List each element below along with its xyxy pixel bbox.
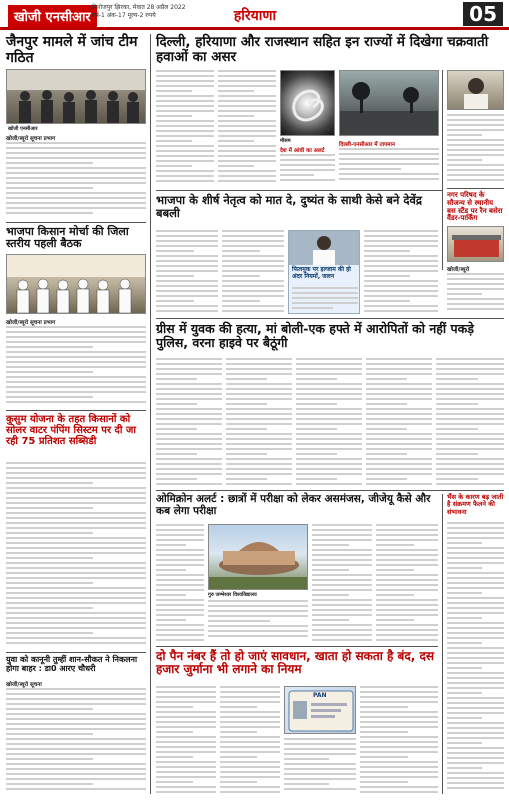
pan-card-photo bbox=[284, 686, 356, 734]
bjp-kisan-headline: भाजपा किसान मोर्चा की जिला स्तरीय पहली बैठक bbox=[6, 225, 129, 251]
page-number: 05 bbox=[463, 2, 503, 26]
stormy-road-image bbox=[340, 71, 439, 136]
bus-stand-byline: खोजी/ब्यूरो bbox=[447, 267, 470, 273]
youth-headline: युवा को कानूनी तुम्हीं शान-सौकत ने निकलना होगा बाहर : डा0 आरए चौधरी bbox=[6, 655, 138, 673]
divider bbox=[156, 490, 504, 491]
buffalo-headline: भैंस के कारण बढ़ जाती है संक्रमण फैलने की संभावना bbox=[447, 493, 504, 516]
pan-body-col4 bbox=[360, 686, 438, 794]
greece-body-col5 bbox=[436, 358, 504, 486]
pan-card-label: PAN bbox=[313, 692, 327, 699]
cyclone-headline: दिल्ली, हरियाणा और राजस्थान सहित इन राज्यों में दिखेगा चक्रवाती हवाओं का असर bbox=[156, 34, 489, 66]
kisan-body-text bbox=[6, 326, 146, 406]
section-title: हरियाणा bbox=[233, 8, 277, 24]
bjp-leadership-headline: भाजपा के शीर्ष नेतृत्व को मात दे, दुष्यंत के साथी केसे बने देवेंद्र बबली bbox=[156, 193, 422, 220]
cyclone-subhead-2: दिल्ली-एनसीआर में तापमान bbox=[339, 142, 395, 148]
greece-body-col2 bbox=[226, 358, 292, 486]
dust-storm-photo bbox=[339, 70, 439, 136]
jainpur-photo bbox=[6, 69, 146, 124]
column-rule bbox=[150, 34, 151, 794]
cyclone-caption: मौसम bbox=[280, 138, 291, 144]
cyclone-body-col4 bbox=[339, 148, 439, 185]
omicron-body-col3 bbox=[312, 524, 372, 642]
omicron-body-col1 bbox=[156, 524, 204, 642]
bus-stand-body bbox=[447, 273, 504, 314]
cyclone-body-col2 bbox=[218, 70, 276, 185]
bjp-box-headline: फिलमुक पर इल्जाम की हो अंदर नियमों, जलन bbox=[292, 266, 351, 280]
issue-date: फिरोजपुर झिरका, मेवात 28 अप्रैल 2022 bbox=[92, 4, 186, 11]
jainpur-body-text bbox=[6, 142, 146, 217]
issue-volume: वर्ष-1 अंक-17 मूल्य-2 रुपये bbox=[92, 12, 156, 19]
kisan-meeting-photo bbox=[6, 254, 146, 314]
bjp-body-col2 bbox=[222, 230, 284, 314]
cyclone-body-col1 bbox=[156, 70, 214, 185]
buffalo-body bbox=[447, 522, 504, 794]
people-meeting-image bbox=[7, 70, 146, 124]
youth-body-text bbox=[6, 688, 146, 794]
divider bbox=[156, 190, 442, 191]
cyclone-subhead-1: देश में आंधी का अलर्ट bbox=[280, 148, 325, 154]
jainpur-caption: खोजी एनसीआर bbox=[8, 126, 38, 132]
greece-body-col1 bbox=[156, 358, 222, 486]
pan-body-col3 bbox=[284, 738, 356, 794]
kisan-byline: खोजी/ब्यूरो सूचना प्रभाग bbox=[6, 320, 56, 326]
bus-stand-photo bbox=[447, 226, 504, 262]
university-building-image bbox=[209, 525, 308, 590]
right-top-photo bbox=[447, 70, 504, 110]
divider bbox=[447, 188, 504, 189]
cyclone-body-col3 bbox=[280, 154, 335, 185]
bjp-box-body bbox=[292, 287, 358, 313]
jainpur-headline: जैनपुर मामले में जांच टीम गठित bbox=[6, 34, 138, 66]
omicron-headline: ओमिक्रोन अलर्ट : छात्रों में परीक्षा को लेकर असमंजस, जीजेयू कैसे और कब लेगा परीक्षा bbox=[156, 493, 431, 517]
cyclone-swirl-image bbox=[281, 71, 335, 136]
youth-byline: खोजी/ब्यूरो सूचना bbox=[6, 682, 42, 688]
issue-info bbox=[92, 4, 186, 20]
pan-headline: दो पैन नंबर हैं तो हो जाएं सावधान, खाता हो सकता है बंद, दस हजार जुर्माना भी लगाने का नियम bbox=[156, 649, 435, 677]
university-photo bbox=[208, 524, 308, 590]
omicron-body-col2 bbox=[208, 600, 308, 642]
greece-body-col3 bbox=[296, 358, 362, 486]
pan-body-col2 bbox=[220, 686, 280, 794]
kusum-headline: कुसुम योजना के तहत किसानों को सोलर वाटर पंपिंग सिस्टम पर दी जा रही 75 प्रतिशत सब्सिडी bbox=[6, 414, 136, 448]
divider bbox=[6, 410, 146, 411]
omicron-body-col4 bbox=[376, 524, 438, 642]
kusum-body-text bbox=[6, 462, 146, 648]
bus-stand-headline: नगर परिषद के सौजन्य से स्थानीय बस स्टैंड पर रैन बसेरा वैंडर-पार्किंग bbox=[447, 191, 503, 223]
greece-headline: ग्रीस में युवक की हत्या, मां बोली-एक हफ्ते में आरोपितों को नहीं पकड़े पुलिस, वरना हाइवे पर बैठूंगी bbox=[156, 321, 474, 350]
shelter-building-image bbox=[448, 227, 504, 262]
cyclone-satellite-photo bbox=[280, 70, 335, 136]
divider bbox=[156, 318, 504, 319]
masthead bbox=[0, 0, 509, 30]
jainpur-byline: खोजी/ब्यूरो सूचना प्रभाग bbox=[6, 136, 56, 142]
divider bbox=[156, 646, 438, 647]
newspaper-brand: खोजी एनसीआर bbox=[8, 5, 97, 27]
bjp-sidebar-box bbox=[288, 230, 360, 314]
divider bbox=[6, 222, 146, 223]
right-col-body bbox=[447, 114, 504, 184]
pan-body-col1 bbox=[156, 686, 216, 794]
column-rule bbox=[442, 70, 443, 270]
bjp-body-col1 bbox=[156, 230, 218, 314]
greece-body-col4 bbox=[366, 358, 432, 486]
divider bbox=[6, 652, 146, 653]
group-photo-image bbox=[7, 255, 146, 314]
bjp-body-col3 bbox=[364, 230, 438, 314]
politician-photo-image bbox=[289, 231, 359, 265]
official-portrait-image bbox=[448, 71, 504, 110]
column-rule bbox=[442, 494, 443, 794]
university-caption: गुरु जम्भेश्वर विश्वविद्यालय bbox=[208, 592, 257, 598]
